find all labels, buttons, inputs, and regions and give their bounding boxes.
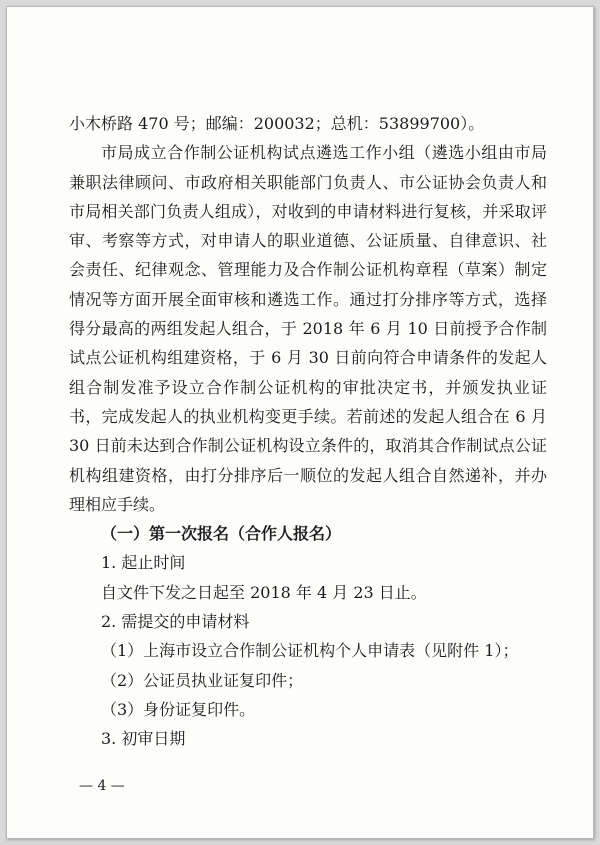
paragraph-selection-process: 市局成立合作制公证机构试点遴选工作小组（遴选小组由市局兼职法律顾问、市政府相关职能部门负责人、市公证协会负责人和市局相关部门负责人组成），对收到的申请材料进行复核，并采取评审、考察等方式，对申请人的职业道德、公证质量、自律意识、社会责任、纪律观念、管理能力及合作制公证机构章程（草案）制定情况等方面开展全面审核和遴选工作。通过打分排序等方式，选择得分最高的两组发起人组合，于 2018 年 6 月 10 日前授予合作制试点公证机构组建资格，于 6 月 30 日前向符合申请条件的发起人组合制发准予设立合作制公证机构的审批决定书，并颁发执业证书，完成发起人的执业机构变更手续。若前述的发起人组合在 6 月 30 日前未达到合作制公证机构设立条件的，取消其合作制试点公证机构组建资格，由打分排序后一顺位的发起人组合自然递补，并办理相应手续。 [69,143,547,514]
section-heading-first-registration: （一）第一次报名（合作人报名） [101,524,342,544]
item-initial-review-date-heading: 3. 初审日期 [101,729,186,749]
document-page [6,6,594,839]
opening-line: 小木桥路 470 号；邮编：200032；总机：53899700）。 [69,114,485,133]
page-number: — 4 — [79,778,125,794]
item-material-application-form: （1）上海市设立合作制公证机构个人申请表（见附件 1）； [101,641,519,661]
document-body [69,109,547,754]
item-material-id-card: （3）身份证复印件。 [101,699,256,719]
item-start-end-time-text: 自文件下发之日起至 2018 年 4 月 23 日止。 [101,582,427,602]
item-material-notary-license: （2）公证员执业证复印件； [101,670,304,690]
item-start-end-time-heading: 1. 起止时间 [101,553,186,573]
item-materials-heading: 2. 需提交的申请材料 [101,612,250,632]
